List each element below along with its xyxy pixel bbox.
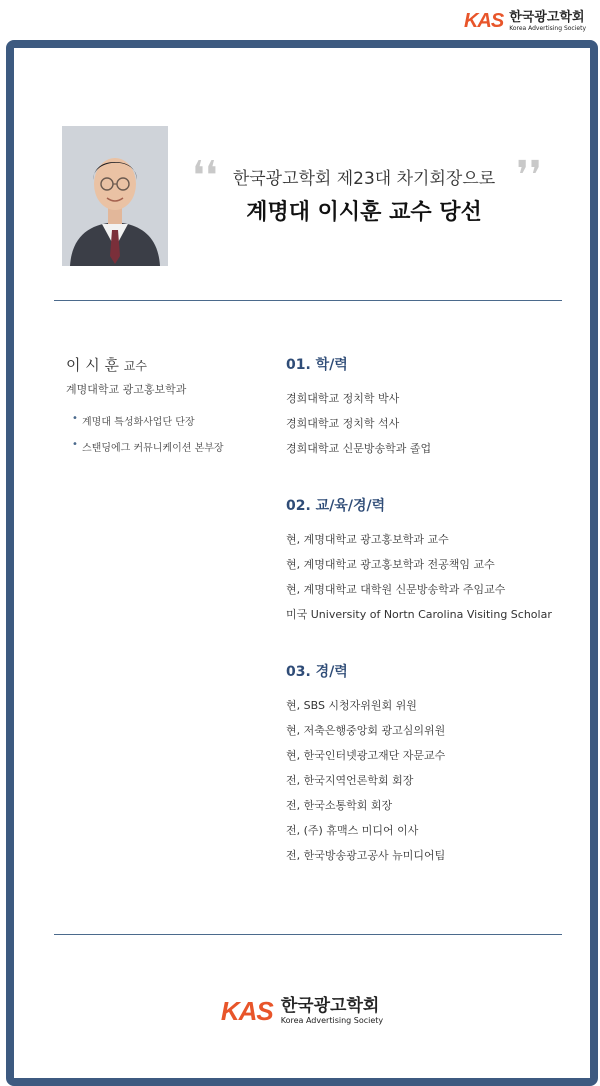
profile-name-row [66, 354, 266, 375]
profile [66, 354, 266, 465]
profile-name: 이 시 훈 [66, 356, 120, 374]
logo-english-name: Korea Advertising Society [280, 1016, 384, 1025]
list-item: 현, 계명대학교 광고홍보학과 전공책임 교수 [286, 558, 495, 571]
career-sections [286, 354, 576, 902]
logo-korean-name: 한국광고학회 [509, 10, 585, 25]
profile-role-item: • 계명대 특성화사업단 단장 [72, 413, 266, 428]
section-career [286, 661, 576, 868]
top-divider [54, 300, 562, 301]
list-item: 전, 한국방송광고공사 뉴미디어팀 [286, 849, 446, 862]
list-item: 현, SBS 시청자위원회 위원 [286, 699, 417, 712]
section-teaching-career [286, 495, 576, 627]
section-title: 01. 학/력 [286, 357, 348, 373]
section-title: 03. 경/력 [286, 664, 348, 680]
list-item: 전, 한국소통학회 회장 [286, 799, 393, 812]
list-item: 현, 한국인터넷광고재단 자문교수 [286, 749, 446, 762]
kas-logo-mark: KAS [220, 996, 273, 1026]
logo-english-name: Korea Advertising Society [509, 25, 586, 32]
kas-logo-mark: KAS [463, 10, 504, 32]
open-quote-icon: ❛❛ [192, 153, 218, 199]
headline-title: 계명대 이시훈 교수 당선 [246, 200, 482, 225]
portrait-photo [62, 126, 168, 266]
header-logo [464, 10, 586, 33]
portrait-illustration [62, 126, 168, 266]
section-title: 02. 교/육/경/력 [286, 498, 386, 514]
profile-role-item: • 스탠딩에그 커뮤니케이션 본부장 [72, 439, 266, 454]
list-item: 미국 University of Nortn Carolina Visiting Scholar [286, 608, 552, 621]
section-education [286, 354, 576, 461]
list-item: 전, (주) 휴맥스 미디어 이사 [286, 824, 419, 837]
list-item: 경희대학교 정치학 박사 [286, 392, 400, 405]
list-item: 경희대학교 정치학 석사 [286, 417, 400, 430]
list-item: 현, 저축은행중앙회 광고심의위원 [286, 724, 446, 737]
logo-korean-name: 한국광고학회 [280, 996, 380, 1016]
profile-department: 계명대학교 광고홍보학과 [66, 383, 187, 396]
list-item: 현, 계명대학교 광고홍보학과 교수 [286, 533, 449, 546]
close-quote-icon: ❜❜ [516, 153, 542, 199]
list-item: 전, 한국지역언론학회 회장 [286, 774, 414, 787]
headline-subtitle: 한국광고학회 제23대 차기회장으로 [232, 169, 496, 189]
content-frame [6, 40, 598, 1086]
profile-roles [72, 413, 266, 454]
profile-title: 교수 [123, 359, 147, 373]
footer-logo [14, 996, 590, 1027]
headline [184, 148, 544, 226]
list-item: 경희대학교 신문방송학과 졸업 [286, 442, 432, 455]
list-item: 현, 계명대학교 대학원 신문방송학과 주임교수 [286, 583, 506, 596]
bottom-divider [54, 934, 562, 935]
